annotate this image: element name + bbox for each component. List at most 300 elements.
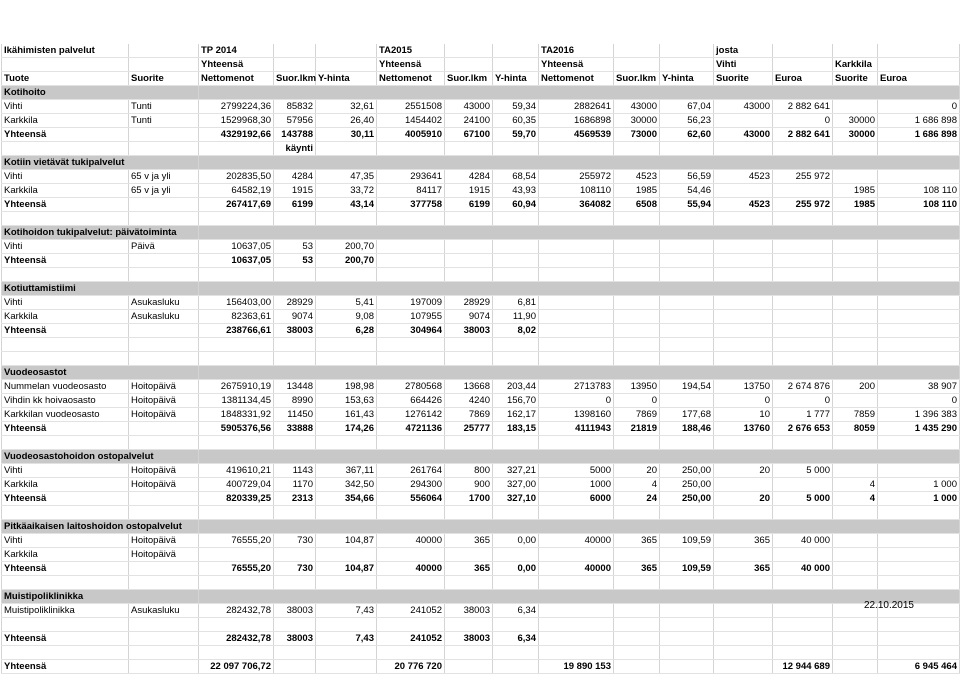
empty-cell xyxy=(714,646,773,660)
value-cell xyxy=(833,100,878,114)
value-cell: 7,43 xyxy=(316,632,377,646)
unit-cell: Hoitopäivä xyxy=(129,394,199,408)
value-cell: 0 xyxy=(714,394,773,408)
empty-cell xyxy=(773,506,833,520)
value-cell: 2551508 xyxy=(377,100,445,114)
value-cell: 30000 xyxy=(614,114,660,128)
value-cell: 203,44 xyxy=(493,380,539,394)
value-cell xyxy=(660,604,714,618)
value-cell: 38003 xyxy=(274,632,316,646)
empty-cell xyxy=(199,268,274,282)
value-cell: 200,70 xyxy=(316,240,377,254)
value-cell: 1 000 xyxy=(878,478,960,492)
empty-cell xyxy=(129,436,199,450)
empty-cell xyxy=(833,212,878,226)
value-cell: 32,61 xyxy=(316,100,377,114)
value-cell: 7859 xyxy=(833,408,878,422)
table-row xyxy=(2,478,960,492)
header-cell xyxy=(274,58,316,72)
table-row xyxy=(2,660,960,674)
value-cell: 241052 xyxy=(377,604,445,618)
unit-cell xyxy=(129,492,199,506)
value-cell: 62,60 xyxy=(660,128,714,142)
value-cell: 4721136 xyxy=(377,422,445,436)
empty-cell xyxy=(199,338,274,352)
value-cell xyxy=(714,632,773,646)
header-cell xyxy=(833,44,878,58)
empty-cell xyxy=(539,338,614,352)
value-cell xyxy=(833,548,878,562)
value-cell: 0 xyxy=(614,394,660,408)
value-cell: 200,70 xyxy=(316,254,377,268)
value-cell: 1700 xyxy=(445,492,493,506)
empty-cell xyxy=(773,338,833,352)
empty-cell xyxy=(316,506,377,520)
value-cell: 6,34 xyxy=(493,632,539,646)
empty-cell xyxy=(2,352,129,366)
empty-cell xyxy=(316,646,377,660)
section-header-row xyxy=(2,520,960,534)
header-cell xyxy=(660,58,714,72)
spacer-row xyxy=(2,268,960,282)
value-cell: 20 xyxy=(614,464,660,478)
row-label: Vihti xyxy=(2,240,129,254)
table-row xyxy=(2,562,960,576)
unit-cell: Asukasluku xyxy=(129,310,199,324)
header-cell: Suorite xyxy=(833,72,878,86)
value-cell xyxy=(833,632,878,646)
empty-cell xyxy=(833,646,878,660)
value-cell: 250,00 xyxy=(660,478,714,492)
value-cell: 900 xyxy=(445,478,493,492)
empty-cell xyxy=(377,268,445,282)
value-cell: 0 xyxy=(773,394,833,408)
empty-cell xyxy=(445,618,493,632)
value-cell xyxy=(493,254,539,268)
header-cell: Karkkila xyxy=(833,58,878,72)
empty-cell xyxy=(129,268,199,282)
value-cell: 250,00 xyxy=(660,492,714,506)
value-cell: 38003 xyxy=(445,632,493,646)
value-cell: 40000 xyxy=(377,562,445,576)
unit-cell: Hoitopäivä xyxy=(129,478,199,492)
value-cell xyxy=(445,142,493,156)
value-cell xyxy=(539,254,614,268)
empty-cell xyxy=(878,268,960,282)
empty-cell xyxy=(714,506,773,520)
value-cell: 1985 xyxy=(614,184,660,198)
value-cell xyxy=(660,324,714,338)
empty-cell xyxy=(2,506,129,520)
header-cell xyxy=(493,58,539,72)
value-cell xyxy=(493,142,539,156)
value-cell: 40000 xyxy=(377,534,445,548)
empty-cell xyxy=(199,576,274,590)
value-cell xyxy=(714,478,773,492)
empty-cell xyxy=(660,506,714,520)
value-cell xyxy=(878,170,960,184)
empty-cell xyxy=(199,618,274,632)
value-cell: 4523 xyxy=(714,198,773,212)
value-cell xyxy=(833,142,878,156)
value-cell: 28929 xyxy=(445,296,493,310)
empty-cell xyxy=(539,212,614,226)
value-cell: 4 xyxy=(833,478,878,492)
value-cell: 377758 xyxy=(377,198,445,212)
value-cell xyxy=(833,240,878,254)
value-cell: 67100 xyxy=(445,128,493,142)
empty-cell xyxy=(445,212,493,226)
value-cell: 22 097 706,72 xyxy=(199,660,274,674)
empty-cell xyxy=(614,646,660,660)
value-cell xyxy=(614,548,660,562)
value-cell: 60,94 xyxy=(493,198,539,212)
empty-cell xyxy=(274,646,316,660)
value-cell: 4523 xyxy=(714,170,773,184)
value-cell: 153,63 xyxy=(316,394,377,408)
value-cell: 0 xyxy=(773,114,833,128)
value-cell xyxy=(199,142,274,156)
empty-cell xyxy=(614,618,660,632)
table-row xyxy=(2,464,960,478)
value-cell: 365 xyxy=(714,562,773,576)
header-cell: TA2016 xyxy=(539,44,614,58)
empty-cell xyxy=(493,436,539,450)
value-cell: 255972 xyxy=(539,170,614,184)
table-row xyxy=(2,296,960,310)
unit-cell: Tunti xyxy=(129,114,199,128)
empty-cell xyxy=(445,352,493,366)
header-cell: Euroa xyxy=(773,72,833,86)
header-cell xyxy=(614,44,660,58)
value-cell: 4569539 xyxy=(539,128,614,142)
value-cell xyxy=(773,478,833,492)
table-row xyxy=(2,198,960,212)
empty-cell xyxy=(316,212,377,226)
header-cell xyxy=(773,58,833,72)
value-cell: 238766,61 xyxy=(199,324,274,338)
empty-cell xyxy=(773,436,833,450)
value-cell: 43,14 xyxy=(316,198,377,212)
value-cell xyxy=(660,394,714,408)
value-cell: 59,34 xyxy=(493,100,539,114)
value-cell: 1 435 290 xyxy=(878,422,960,436)
header-cell: Y-hinta xyxy=(493,72,539,86)
empty-cell xyxy=(539,506,614,520)
section-header-row xyxy=(2,226,960,240)
value-cell: 57956 xyxy=(274,114,316,128)
value-cell: 26,40 xyxy=(316,114,377,128)
header-cell xyxy=(129,44,199,58)
value-cell xyxy=(878,464,960,478)
empty-cell xyxy=(833,338,878,352)
empty-cell xyxy=(773,618,833,632)
unit-cell xyxy=(129,254,199,268)
value-cell: 1 396 383 xyxy=(878,408,960,422)
table-row xyxy=(2,324,960,338)
value-cell xyxy=(493,548,539,562)
value-cell: 327,21 xyxy=(493,464,539,478)
empty-cell xyxy=(274,618,316,632)
row-label: Yhteensä xyxy=(2,128,129,142)
value-cell: 13668 xyxy=(445,380,493,394)
unit-cell: 65 v ja yli xyxy=(129,170,199,184)
value-cell: 108110 xyxy=(539,184,614,198)
empty-cell xyxy=(129,212,199,226)
value-cell xyxy=(878,562,960,576)
value-cell: 2675910,19 xyxy=(199,380,274,394)
value-cell: 40 000 xyxy=(773,534,833,548)
value-cell: 82363,61 xyxy=(199,310,274,324)
empty-cell xyxy=(316,268,377,282)
value-cell xyxy=(274,548,316,562)
empty-cell xyxy=(773,212,833,226)
empty-cell xyxy=(377,212,445,226)
empty-cell xyxy=(2,338,129,352)
value-cell xyxy=(773,142,833,156)
empty-cell xyxy=(614,352,660,366)
value-cell: 156403,00 xyxy=(199,296,274,310)
value-cell: 84117 xyxy=(377,184,445,198)
empty-cell xyxy=(660,576,714,590)
header-cell: Yhteensä xyxy=(199,58,274,72)
value-cell: 53 xyxy=(274,254,316,268)
value-cell: 43000 xyxy=(714,100,773,114)
table-row xyxy=(2,422,960,436)
value-cell: 2882641 xyxy=(539,100,614,114)
value-cell: 73000 xyxy=(614,128,660,142)
value-cell: 0 xyxy=(878,100,960,114)
header-cell: Suor.lkm xyxy=(614,72,660,86)
value-cell: 365 xyxy=(714,534,773,548)
value-cell: 104,87 xyxy=(316,562,377,576)
value-cell: 202835,50 xyxy=(199,170,274,184)
value-cell: 108 110 xyxy=(878,184,960,198)
value-cell: 56,23 xyxy=(660,114,714,128)
value-cell: 419610,21 xyxy=(199,464,274,478)
value-cell: 365 xyxy=(445,534,493,548)
section-fill xyxy=(199,520,960,534)
value-cell: 59,70 xyxy=(493,128,539,142)
value-cell xyxy=(878,534,960,548)
value-cell: 60,35 xyxy=(493,114,539,128)
value-cell: 76555,20 xyxy=(199,562,274,576)
value-cell: 8059 xyxy=(833,422,878,436)
section-fill xyxy=(199,590,960,604)
value-cell xyxy=(539,548,614,562)
value-cell: 20 776 720 xyxy=(377,660,445,674)
value-cell: 730 xyxy=(274,562,316,576)
value-cell: 5000 xyxy=(539,464,614,478)
value-cell xyxy=(377,548,445,562)
value-cell: 25777 xyxy=(445,422,493,436)
table-row xyxy=(2,128,960,142)
value-cell xyxy=(539,604,614,618)
empty-cell xyxy=(377,618,445,632)
empty-cell xyxy=(539,436,614,450)
value-cell: 156,70 xyxy=(493,394,539,408)
header-cell: Euroa xyxy=(878,72,960,86)
value-cell: 261764 xyxy=(377,464,445,478)
value-cell: 11,90 xyxy=(493,310,539,324)
empty-cell xyxy=(493,352,539,366)
value-cell: 4523 xyxy=(614,170,660,184)
value-cell: 400729,04 xyxy=(199,478,274,492)
empty-cell xyxy=(660,646,714,660)
value-cell: 354,66 xyxy=(316,492,377,506)
value-cell: 13750 xyxy=(714,380,773,394)
empty-cell xyxy=(377,352,445,366)
value-cell: 1 777 xyxy=(773,408,833,422)
value-cell xyxy=(833,534,878,548)
row-label: Karkkila xyxy=(2,478,129,492)
header-cell xyxy=(660,44,714,58)
header-cell xyxy=(878,44,960,58)
value-cell xyxy=(445,548,493,562)
value-cell: 6508 xyxy=(614,198,660,212)
value-cell xyxy=(377,254,445,268)
header-cell xyxy=(2,58,129,72)
section-fill xyxy=(199,450,960,464)
value-cell: 820339,25 xyxy=(199,492,274,506)
value-cell xyxy=(773,184,833,198)
value-cell: 30,11 xyxy=(316,128,377,142)
value-cell: 7869 xyxy=(445,408,493,422)
empty-cell xyxy=(316,338,377,352)
value-cell: 6,28 xyxy=(316,324,377,338)
value-cell xyxy=(833,394,878,408)
empty-cell xyxy=(714,576,773,590)
value-cell: 10637,05 xyxy=(199,240,274,254)
value-cell xyxy=(614,324,660,338)
value-cell: 5 000 xyxy=(773,464,833,478)
value-cell: 109,59 xyxy=(660,534,714,548)
value-cell xyxy=(714,660,773,674)
value-cell xyxy=(660,632,714,646)
empty-cell xyxy=(660,436,714,450)
value-cell: 6000 xyxy=(539,492,614,506)
header-cell xyxy=(445,58,493,72)
header-cell: Yhteensä xyxy=(377,58,445,72)
empty-cell xyxy=(377,338,445,352)
value-cell xyxy=(539,142,614,156)
value-cell: 730 xyxy=(274,534,316,548)
value-cell: 1000 xyxy=(539,478,614,492)
empty-cell xyxy=(2,436,129,450)
section-fill xyxy=(199,86,960,100)
row-label: Nummelan vuodeosasto xyxy=(2,380,129,394)
unit-cell xyxy=(129,632,199,646)
unit-cell xyxy=(129,562,199,576)
header-cell: Nettomenot xyxy=(377,72,445,86)
header-cell: TP 2014 xyxy=(199,44,274,58)
value-cell: 109,59 xyxy=(660,562,714,576)
header-cell xyxy=(773,44,833,58)
row-label: Vihti xyxy=(2,170,129,184)
section-fill xyxy=(199,226,960,240)
empty-cell xyxy=(2,576,129,590)
header-row xyxy=(2,58,960,72)
value-cell xyxy=(714,254,773,268)
empty-cell xyxy=(377,436,445,450)
row-label: Karkkila xyxy=(2,548,129,562)
row-label xyxy=(2,142,129,156)
value-cell: 7869 xyxy=(614,408,660,422)
empty-cell xyxy=(833,506,878,520)
value-cell xyxy=(878,310,960,324)
value-cell: 13760 xyxy=(714,422,773,436)
value-cell: 198,98 xyxy=(316,380,377,394)
value-cell: 20 xyxy=(714,464,773,478)
value-cell xyxy=(445,240,493,254)
table-row xyxy=(2,380,960,394)
services-table xyxy=(1,44,960,674)
value-cell xyxy=(274,660,316,674)
header-cell xyxy=(316,58,377,72)
header-cell: Suorite xyxy=(714,72,773,86)
value-cell: 282432,78 xyxy=(199,604,274,618)
empty-cell xyxy=(614,436,660,450)
value-cell: 43000 xyxy=(714,128,773,142)
row-label: Yhteensä xyxy=(2,254,129,268)
value-cell: 4284 xyxy=(274,170,316,184)
value-cell xyxy=(614,296,660,310)
value-cell xyxy=(773,324,833,338)
spacer-row xyxy=(2,436,960,450)
table-row xyxy=(2,142,960,156)
value-cell: 43,93 xyxy=(493,184,539,198)
empty-cell xyxy=(316,576,377,590)
spacer-row xyxy=(2,646,960,660)
table-row xyxy=(2,394,960,408)
value-cell: 9074 xyxy=(274,310,316,324)
row-label: Yhteensä xyxy=(2,660,129,674)
empty-cell xyxy=(614,268,660,282)
empty-cell xyxy=(878,436,960,450)
empty-cell xyxy=(2,268,129,282)
table-row xyxy=(2,184,960,198)
unit-cell: Hoitopäivä xyxy=(129,534,199,548)
empty-cell xyxy=(316,618,377,632)
value-cell: 174,26 xyxy=(316,422,377,436)
value-cell: 1529968,30 xyxy=(199,114,274,128)
empty-cell xyxy=(714,618,773,632)
empty-cell xyxy=(129,352,199,366)
empty-cell xyxy=(2,212,129,226)
value-cell: 40 000 xyxy=(773,562,833,576)
header-cell xyxy=(493,44,539,58)
header-cell: Suor.lkm xyxy=(274,72,316,86)
row-label: Vihti xyxy=(2,464,129,478)
value-cell xyxy=(878,142,960,156)
value-cell: 33888 xyxy=(274,422,316,436)
value-cell xyxy=(660,240,714,254)
value-cell: 13448 xyxy=(274,380,316,394)
header-cell: Y-hinta xyxy=(316,72,377,86)
section-header-row xyxy=(2,450,960,464)
empty-cell xyxy=(199,352,274,366)
value-cell: 6199 xyxy=(274,198,316,212)
section-title: Vuodeosastohoidon ostopalvelut xyxy=(2,450,199,464)
unit-cell xyxy=(129,142,199,156)
value-cell xyxy=(714,548,773,562)
value-cell: 21819 xyxy=(614,422,660,436)
value-cell: 250,00 xyxy=(660,464,714,478)
empty-cell xyxy=(878,506,960,520)
value-cell: 8,02 xyxy=(493,324,539,338)
value-cell: 255 972 xyxy=(773,198,833,212)
value-cell: 143788 xyxy=(274,128,316,142)
